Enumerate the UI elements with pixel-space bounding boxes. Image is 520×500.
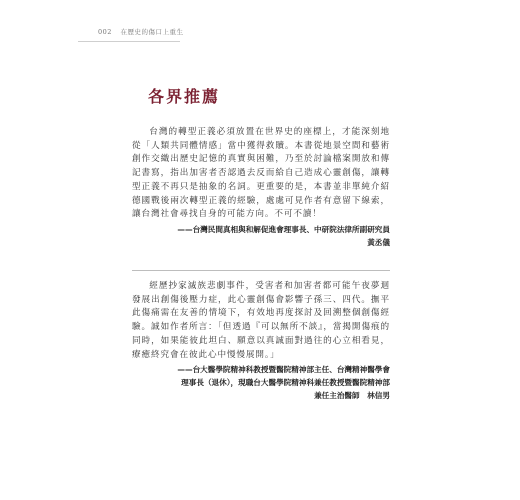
recommendation-attribution [132,224,390,250]
header-rule [78,41,180,42]
attribution-name: 兼任主治醫師 林信男 [314,390,390,400]
attribution-line: 理事長（退休），現職台大醫學院精神科兼任教授暨醫院精神部 [181,378,390,388]
recommendation-text: 經歷抄家滅族悲劇事件，受害者和加害者都可能午夜夢迴發展出創傷後壓力症，此心靈創傷會影響子孫三、四代。撫平此傷痛需在友善的情境下，有效地再度探討及回溯整個創傷經驗。誠如作者所言：「但透過『可以無所不談』，當揭開傷痕的同時，如果能彼此坦白、願意以真誠面對過往的心立相看見，療癒終究會在彼此心中慢慢展開。」 [132,281,390,360]
attribution-line: ——台大醫學院精神科教授暨醫院精神部主任、台灣精神醫學會 [177,365,390,375]
attribution-line: ——台灣民間真相與和解促進會理事長、中研院法律所副研究員 [177,224,390,234]
page-number: 002 [98,28,112,36]
section-title: 各界推薦 [148,87,221,106]
running-head [98,27,184,36]
recommendation [132,126,390,250]
attribution-name: 黃丞儀 [367,237,390,247]
book-title: 在歷史的傷口上重生 [120,28,184,36]
recommendation-attribution [132,364,390,402]
recommendation [132,280,390,403]
section-divider [132,270,390,271]
recommendation-text: 台灣的轉型正義必須放置在世界史的座標上，才能深刻地從「人類共同體情感」當中獲得救贖。本書從地景空間和藝術創作交織出歷史記憶的真實與困難，乃至於討論檔案開放和傳記書寫，指出加害者否認過去反而給自己造成心靈創傷，讓轉型正義不再只是抽象的名詞。更重要的是，本書並非單純介紹德國戰後兩次轉型正義的經驗，處處可見作者有意留下線索，讓台灣社會尋找自身的可能方向。不可不讀！ [132,127,390,220]
